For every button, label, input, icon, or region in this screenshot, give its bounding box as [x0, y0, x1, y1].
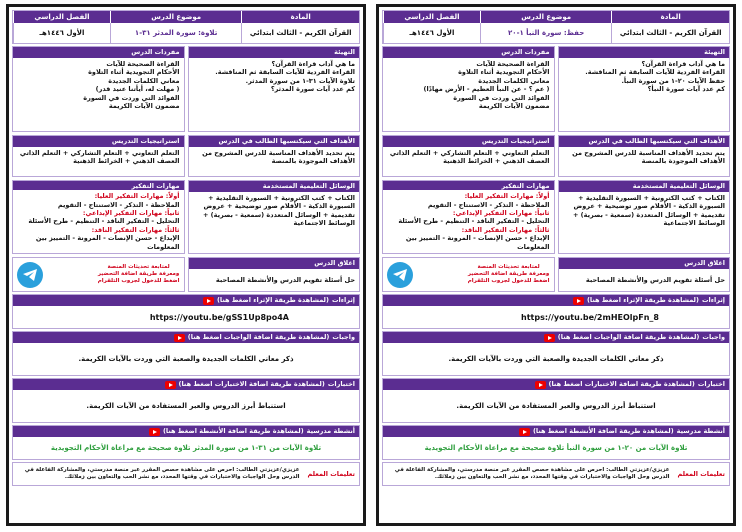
homework-section	[12, 331, 360, 376]
homework-text: ذكر معاني الكلمات الجديدة والصعبة التي وردت بالآيات الكريمة.	[78, 355, 294, 363]
thinking-box	[12, 180, 185, 254]
youtube-icon[interactable]	[544, 334, 555, 342]
thinking-heading: ثانياً: مهارات التفكير الإبداعي:	[452, 208, 550, 217]
youtube-icon[interactable]	[573, 297, 584, 305]
activity-text: تلاوة الآيات من ٣١-١ من سورة المدثر تلاوة صحيحة مع مراعاة الأحكام التجويدية	[50, 444, 322, 452]
topic-label: موضوع الدرس	[110, 11, 241, 23]
closing-text: حل أسئلة تقويم الدرس والأنشطة المصاحبة	[585, 275, 725, 284]
thinking-heading: أولاً: مهارات التفكير العليا:	[464, 192, 550, 201]
list-line: ومعرفة طريقة اضافة التحضير	[97, 271, 180, 277]
homework-hint[interactable]: (لمشاهدة طريقة اضافة الواجبات اضغط هنا)	[557, 333, 700, 341]
closing-title: اغلاق الدرس	[559, 258, 730, 269]
subject-value: القرآن الكريم - الثالث ابتدائي	[241, 23, 359, 43]
list-line: حفظ الآيات ٢٠-١ من سورة النبأ.	[621, 76, 725, 85]
goals-text: يتم تحديد الأهداف المناسبة للدرس المشروح من الأهداف الموجودة بالمنصة	[202, 149, 355, 166]
thinking-title: مهارات التفكير	[13, 181, 184, 190]
tools-title: الوسائل التعليمية المستخدمة	[189, 181, 360, 192]
list-line: القراءة الصحيحة للآيات	[476, 60, 550, 68]
enrichment-bar[interactable]	[383, 295, 729, 306]
enrichment-link[interactable]: https://youtu.be/2mHEOlpFn_8	[521, 312, 659, 322]
tools-box	[188, 180, 361, 254]
tests-hint[interactable]: (لمشاهدة طريقة اضافة الاختبارات اضغط هنا)	[548, 380, 695, 388]
subject-label: المادة	[241, 11, 359, 23]
homework-bar[interactable]	[383, 332, 729, 343]
tools-list	[189, 192, 360, 253]
goals-title: الأهداف التي سيكتسبها الطالب في الدرس	[189, 136, 360, 147]
list-line: الكتاب + كتب الكترونية + السبورة التقليدية + السبورة الذكية - الأقلام صور توضيحية + عروض تقديمية + الوسائل المتعددة (سمعية - بصرية) + الوسائط الاجتماعية	[572, 194, 725, 228]
telegram-icon[interactable]	[387, 262, 413, 288]
list-line: ومعرفة طريقة اضافة التحضير	[467, 271, 550, 277]
thinking-list	[13, 190, 184, 253]
tests-title: اختبارات	[697, 380, 725, 388]
strategies-box	[382, 135, 555, 177]
list-line: مضمون الآيات الكريمة	[478, 102, 550, 111]
thinking-heading: أولاً: مهارات التفكير العليا:	[94, 192, 180, 201]
goals-box	[558, 135, 731, 177]
lesson-header	[12, 10, 360, 44]
homework-section	[382, 331, 730, 376]
enrichment-bar[interactable]	[13, 295, 359, 306]
youtube-icon[interactable]	[165, 381, 176, 389]
topic-value: حفظ: سورة النبأ ١-٢٠	[480, 23, 611, 43]
list-line: معاني الكلمات الجديدة	[108, 76, 180, 85]
activity-section	[382, 425, 730, 460]
list-line: الكتاب + كتب الكترونية + السبورة التقليدية + السبورة الذكية - الأقلام صور توضيحية + عروض تقديمية + الوسائل المتعددة (سمعية - بصرية) + الوسائط الاجتماعية	[202, 194, 355, 228]
strategies-box	[12, 135, 185, 177]
enrichment-hint[interactable]: (لمشاهدة طريقة الإثراء اضغط هنا)	[216, 296, 329, 304]
activity-hint[interactable]: (لمشاهدة طريقة اضافة الأنشطة اضغط هنا)	[532, 427, 674, 435]
list-line: الفوائد التي وردت في السورة	[83, 93, 180, 102]
list-line: القراءة الفردية للآيات السابقة ثم المناقشة.	[215, 68, 355, 77]
intro-list	[559, 58, 730, 131]
youtube-icon[interactable]	[519, 428, 530, 436]
telegram-promo[interactable]	[382, 257, 555, 292]
list-line: لمتابعة تحديثات المنصة	[477, 264, 540, 270]
homework-text: ذكر معاني الكلمات الجديدة والصعبة التي وردت بالآيات الكريمة.	[448, 355, 664, 363]
thinking-line: التحليل - التفكير الناقد - التنظيم - طرح الأسئلة	[28, 217, 180, 226]
closing-text: حل أسئلة تقويم الدرس والأنشطة المصاحبة	[215, 275, 355, 284]
tools-title: الوسائل التعليمية المستخدمة	[559, 181, 730, 192]
term-label: الفصل الدراسي	[13, 11, 110, 23]
activity-title: أنشطة مدرسية	[306, 427, 355, 435]
goals-box	[188, 135, 361, 177]
term-value: الأول ١٤٤٦هـ	[383, 23, 480, 43]
list-line: كم عدد آيات سورة المدثر؟	[270, 85, 355, 94]
tests-bar[interactable]	[383, 379, 729, 390]
list-line: اضغط للدخول لجروب التلقرام	[467, 278, 550, 284]
closing-box	[558, 257, 731, 292]
strategies-list	[383, 147, 554, 176]
outcomes-extra	[387, 85, 550, 110]
tests-text: استنباط أبرز الدروس والعبر المستفادة من الآيات الكريمة.	[86, 402, 286, 410]
footer-text: عزيزي/عزيزتي الطالب: احرص على مشاهدة حصص المقرر عبر منصة مدرستي، والمشاركة الفاعلة في الدرس وحل الواجبات والاختبارات في وقتها المحدد، مع نشر الحب والتعاون بين زملائك.	[394, 467, 670, 480]
list-line: معاني الكلمات الجديدة	[478, 76, 550, 85]
tests-bar[interactable]	[13, 379, 359, 390]
activity-bar[interactable]	[13, 426, 359, 437]
list-line: ( عم ؟ - عن النبأ العظيم - الأرض مهادًا)	[423, 85, 550, 94]
list-line: ما هي آداب قراءة القرآن؟	[641, 60, 725, 68]
thinking-line: الملاحظة - التذكر - الاستنتاج - التقويم	[427, 200, 550, 209]
list-line: اضغط للدخول لجروب التلقرام	[97, 278, 180, 284]
activity-bar[interactable]	[383, 426, 729, 437]
strategies-list	[13, 147, 184, 176]
list-line: الأحكام التجويدية أثناء التلاوة	[458, 68, 550, 77]
strategies-title: استراتيجيات التدريس	[383, 136, 554, 147]
list-line: مضمون الآيات الكريمة	[108, 102, 180, 111]
enrichment-title: إثراءات	[701, 296, 725, 304]
homework-title: واجبات	[702, 333, 725, 341]
outcomes-title: مفردات الدرس	[383, 47, 554, 58]
tests-section	[382, 378, 730, 423]
thinking-title: مهارات التفكير	[383, 181, 554, 190]
thinking-line: الإبداع - حسن الإنصات - المرونة - التمييز بين المعلومات	[405, 234, 550, 251]
enrichment-link[interactable]: https://youtu.be/gSS1Up8po4A	[149, 312, 289, 322]
lesson-grid	[12, 46, 360, 292]
list-line: كم عدد آيات سورة النبأ؟	[647, 85, 725, 94]
enrichment-section	[382, 294, 730, 329]
term-label: الفصل الدراسي	[383, 11, 480, 23]
outcomes-title: مفردات الدرس	[13, 47, 184, 58]
youtube-icon[interactable]	[535, 381, 546, 389]
tools-list	[559, 192, 730, 253]
subject-value: القرآن الكريم - الثالث ابتدائي	[611, 23, 729, 43]
goals-title: الأهداف التي سيكتسبها الطالب في الدرس	[559, 136, 730, 147]
list-line: العصف الذهني + الخرائط الذهنية	[73, 157, 180, 166]
list-line: التعلم التعاوني + التعلم التشاركي + التعلم الذاتي	[389, 149, 550, 157]
intro-box	[558, 46, 731, 132]
homework-bar[interactable]	[13, 332, 359, 343]
list-line: العصف الذهني + الخرائط الذهنية	[443, 157, 550, 166]
intro-title: التهيئة	[559, 47, 730, 58]
youtube-icon[interactable]	[174, 334, 185, 342]
tests-hint[interactable]: (لمشاهدة طريقة اضافة الاختبارات اضغط هنا)	[178, 380, 325, 388]
footer-title: تعليمات المعلم	[677, 470, 725, 478]
thinking-heading: ثالثاً: مهارات التفكير الناقد:	[461, 225, 550, 234]
activity-hint[interactable]: (لمشاهدة طريقة اضافة الأنشطة اضغط هنا)	[162, 427, 304, 435]
lesson-header	[382, 10, 730, 44]
homework-title: واجبات	[332, 333, 355, 341]
promo-text	[468, 264, 550, 285]
footer-title: تعليمات المعلم	[307, 470, 355, 478]
outcomes-box	[12, 46, 185, 132]
telegram-icon[interactable]	[17, 262, 43, 288]
tests-title: اختبارات	[327, 380, 355, 388]
activity-title: أنشطة مدرسية	[676, 427, 725, 435]
thinking-box	[382, 180, 555, 254]
outcomes-base	[17, 60, 180, 85]
homework-hint[interactable]: (لمشاهدة طريقة اضافة الواجبات اضغط هنا)	[187, 333, 330, 341]
teacher-instructions	[12, 462, 360, 486]
lesson-plan-page	[376, 4, 736, 526]
thinking-heading: ثانياً: مهارات التفكير الإبداعي:	[82, 208, 180, 217]
youtube-icon[interactable]	[149, 428, 160, 436]
list-line: الأحكام التجويدية أثناء التلاوة	[88, 68, 180, 77]
goals-text: يتم تحديد الأهداف المناسبة للدرس المشروح من الأهداف الموجودة بالمنصة	[572, 149, 725, 166]
enrichment-section	[12, 294, 360, 329]
list-line: القراءة الفردية للآيات السابقة ثم المناقشة.	[585, 68, 725, 77]
footer-text: عزيزي/عزيزتي الطالب: احرص على مشاهدة حصص المقرر عبر منصة مدرستي، والمشاركة الفاعلة في الدرس وحل الواجبات والاختبارات في وقتها المحدد، مع نشر الحب والتعاون بين زملائك.	[24, 467, 300, 480]
list-line: القراءة الصحيحة للآيات	[106, 60, 180, 68]
topic-label: موضوع الدرس	[480, 11, 611, 23]
enrichment-hint[interactable]: (لمشاهدة طريقة الإثراء اضغط هنا)	[586, 296, 699, 304]
thinking-list	[383, 190, 554, 253]
closing-title: اغلاق الدرس	[189, 258, 360, 269]
outcomes-base	[387, 60, 550, 85]
term-value: الأول ١٤٤٦هـ	[13, 23, 110, 43]
thinking-heading: ثالثاً: مهارات التفكير الناقد:	[91, 225, 180, 234]
tests-text: استنباط أبرز الدروس والعبر المستفادة من الآيات الكريمة.	[456, 402, 656, 410]
outcomes-box	[382, 46, 555, 132]
teacher-instructions	[382, 462, 730, 486]
outcomes-extra	[17, 85, 180, 110]
strategies-title: استراتيجيات التدريس	[13, 136, 184, 147]
tests-section	[12, 378, 360, 423]
list-line: ما هي آداب قراءة القرآن؟	[271, 60, 355, 68]
thinking-line: الإبداع - حسن الإنصات - المرونة - التمييز بين المعلومات	[35, 234, 180, 251]
enrichment-title: إثراءات	[331, 296, 355, 304]
topic-value: تلاوة: سورة المدثر ٣١-١	[110, 23, 241, 43]
closing-box	[188, 257, 361, 292]
list-line: التعلم التعاوني + التعلم التشاركي + التعلم الذاتي	[19, 149, 180, 157]
thinking-line: التحليل - التفكير الناقد - التنظيم - طرح الأسئلة	[398, 217, 550, 226]
lesson-plan-page	[6, 4, 366, 526]
tools-box	[558, 180, 731, 254]
activity-section	[12, 425, 360, 460]
youtube-icon[interactable]	[203, 297, 214, 305]
list-line: الفوائد التي وردت في السورة	[453, 93, 550, 102]
telegram-promo[interactable]	[12, 257, 185, 292]
list-line: لمتابعة تحديثات المنصة	[107, 264, 170, 270]
subject-label: المادة	[611, 11, 729, 23]
activity-text: تلاوة الآيات من ٢٠-١ من سورة النبأ تلاوة صحيحة مع مراعاة الأحكام التجويدية	[424, 444, 688, 452]
lesson-grid	[382, 46, 730, 292]
thinking-line: الملاحظة - التذكر - الاستنتاج - التقويم	[57, 200, 180, 209]
list-line: تلاوة الآيات ٣١-١ من سورة المدثر.	[245, 76, 355, 85]
outcomes-list	[13, 58, 184, 131]
list-line: ( مهلت له، أيأتنا عنيد قدر)	[95, 85, 180, 94]
intro-list	[189, 58, 360, 131]
intro-box	[188, 46, 361, 132]
outcomes-list	[383, 58, 554, 131]
intro-title: التهيئة	[189, 47, 360, 58]
promo-text	[98, 264, 180, 285]
